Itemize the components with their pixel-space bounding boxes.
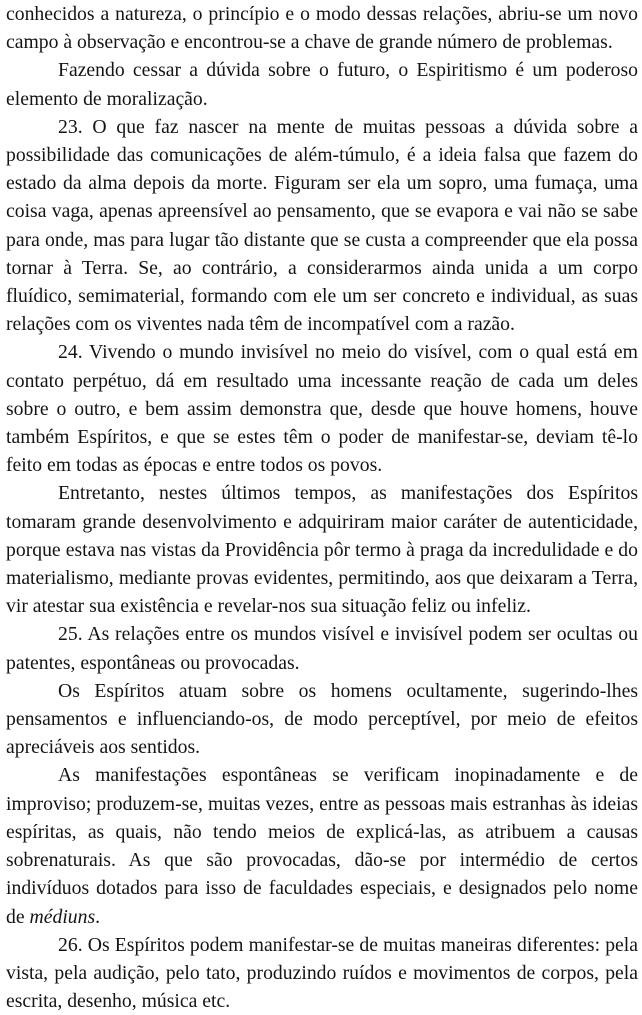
- paragraph-24: [6, 338, 638, 479]
- italic-term: médiuns: [29, 905, 96, 928]
- paragraph-text: Os Espíritos atuam sobre os homens ocultamente, sugerindo-lhes pensamentos e influenciando-os, de modo perceptível, por meio de efeitos apreciáveis aos sentidos.: [6, 679, 638, 759]
- paragraph-text: Os Espíritos podem manifestar-se de muitas maneiras diferentes: pela vista, pela audição, pelo tato, produzindo ruídos e movimentos de corpos, pela escrita, desenho, música etc.: [6, 933, 638, 1013]
- paragraph-26: [6, 931, 638, 1015]
- paragraph-text: As relações entre os mundos visível e invisível podem ser ocultas ou patentes, espontâneas ou provocadas.: [6, 623, 638, 674]
- paragraph-text: O que faz nascer na mente de muitas pessoas a dúvida sobre a possibilidade das comunicações de além-túmulo, é a ideia falsa que fazem do estado da alma depois da morte. Figuram ser ela um sopro, uma fumaça, uma coisa vaga, apenas apreensível ao pensamento, que se evapora e vai não se sabe para onde, mas para lugar tão distante que se custa a compreender que ela possa tornar à Terra. Se, ao contrário, a considerarmos ainda unida a um corpo fluídico, semimaterial, formando com ele um ser concreto e individual, as suas relações com os viventes nada têm de incompatível com a razão.: [6, 115, 639, 336]
- paragraph-continuation: [6, 0, 638, 56]
- paragraph-number: 24.: [58, 341, 83, 364]
- paragraph-number: 23.: [58, 115, 83, 138]
- paragraph-text: As manifestações espontâneas se verificam inopinadamente e de improviso; produzem-se, muitas vezes, entre as pessoas mais estranhas às ideias espíritas, as quais, não tendo meios de explicá-las, as atribuem a causas sobrenaturais. As que são provocadas, dão-se por intermédio de certos indivíduos dotados para isso de faculdades especiais, e designados pelo nome de: [6, 764, 638, 928]
- paragraph-tail: .: [95, 905, 101, 928]
- paragraph-number: 26.: [58, 933, 83, 956]
- paragraph-text: conhecidos a natureza, o princípio e o modo dessas relações, abriu-se um novo campo à observação e encontrou-se a chave de grande número de problemas.: [6, 3, 638, 54]
- paragraph-number: 25.: [58, 623, 83, 646]
- paragraph-recent-manifestations: [6, 479, 638, 620]
- paragraph-text: Entretanto, nestes últimos tempos, as manifestações dos Espíritos tomaram grande desenvolvimento e adquiriram maior caráter de autenticidade, porque estava nas vistas da Providência pôr termo à praga da incredulidade e do materialismo, mediante provas evidentes, permitindo, aos que deixaram a Terra, vir atestar sua existência e revelar-nos sua situação feliz ou infeliz.: [6, 482, 638, 618]
- paragraph-text: Fazendo cessar a dúvida sobre o futuro, o Espiritismo é um poderoso elemento de moralização.: [6, 59, 638, 110]
- paragraph-25: [6, 620, 638, 676]
- paragraph-text: Vivendo o mundo invisível no meio do visível, com o qual está em contato perpétuo, dá em resultado uma incessante reação de cada um deles sobre o outro, e bem assim demonstra que, desde que houve homens, houve também Espíritos, e que se estes têm o poder de manifestar-se, deviam tê-lo feito em todas as épocas e entre todos os povos.: [6, 341, 638, 477]
- paragraph-moralization: [6, 56, 638, 112]
- paragraph-spontaneous: [6, 761, 638, 930]
- paragraph-hidden-action: [6, 677, 638, 762]
- paragraph-23: [6, 113, 638, 339]
